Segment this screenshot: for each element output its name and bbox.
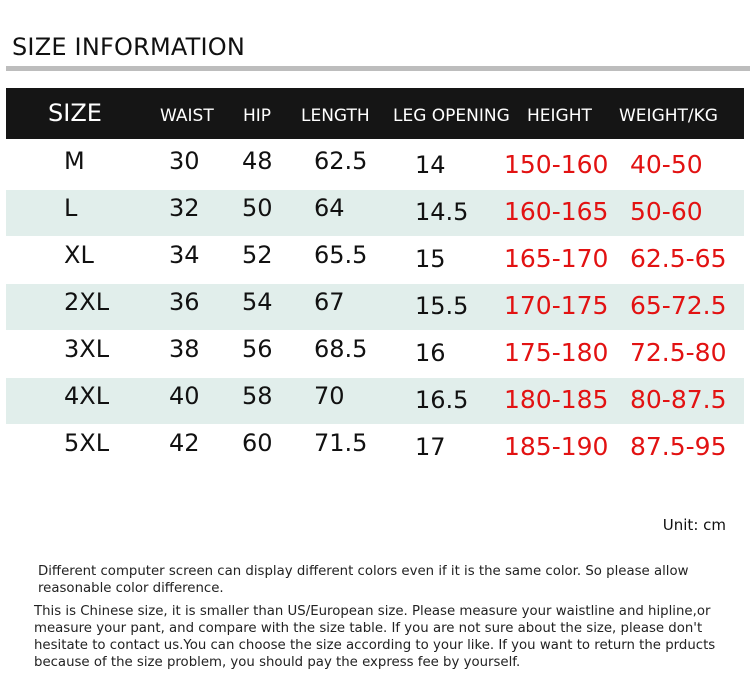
unit-label: Unit: cm	[662, 516, 726, 534]
cell-size: 5XL	[64, 429, 110, 457]
cell-height: 165-170	[504, 244, 609, 273]
cell-size: 3XL	[64, 335, 110, 363]
title-divider	[6, 66, 750, 71]
cell-length: 67	[314, 288, 345, 316]
cell-hip: 56	[242, 335, 273, 363]
cell-waist: 40	[169, 382, 200, 410]
cell-leg-opening: 14.5	[415, 198, 469, 226]
cell-weight: 40-50	[630, 150, 703, 179]
table-header	[6, 88, 744, 139]
cell-size: XL	[64, 241, 94, 269]
header-height: HEIGHT	[527, 106, 592, 126]
cell-weight: 80-87.5	[630, 385, 727, 414]
cell-leg-opening: 15.5	[415, 292, 469, 320]
cell-height: 185-190	[504, 432, 609, 461]
cell-hip: 60	[242, 429, 273, 457]
cell-length: 68.5	[314, 335, 368, 363]
table-row	[6, 284, 744, 330]
cell-waist: 38	[169, 335, 200, 363]
header-length: LENGTH	[301, 106, 370, 126]
cell-waist: 34	[169, 241, 200, 269]
cell-height: 160-165	[504, 197, 609, 226]
cell-hip: 48	[242, 147, 273, 175]
cell-weight: 62.5-65	[630, 244, 727, 273]
cell-weight: 50-60	[630, 197, 703, 226]
cell-leg-opening: 15	[415, 245, 446, 273]
page-title: SIZE INFORMATION	[12, 33, 245, 61]
cell-waist: 36	[169, 288, 200, 316]
header-weight: WEIGHT/KG	[619, 106, 718, 126]
cell-height: 180-185	[504, 385, 609, 414]
cell-size: L	[64, 194, 78, 222]
size-advice-note: This is Chinese size, it is smaller than US/European size. Please measure your waistline and hipline,or measure your pant, and compare with the size table. If you are not sure about the size, please don't hesitate to contact us.You can choose the size according to your like. If you want to return the prducts because of the size problem, you should pay the express fee by yourself.	[34, 604, 716, 670]
cell-hip: 52	[242, 241, 273, 269]
cell-size: 2XL	[64, 288, 110, 316]
table-row	[6, 331, 744, 377]
cell-height: 150-160	[504, 150, 609, 179]
cell-leg-opening: 16	[415, 339, 446, 367]
table-row	[6, 425, 744, 471]
cell-hip: 58	[242, 382, 273, 410]
cell-waist: 32	[169, 194, 200, 222]
cell-length: 64	[314, 194, 345, 222]
cell-waist: 42	[169, 429, 200, 457]
cell-weight: 87.5-95	[630, 432, 727, 461]
header-size: SIZE	[48, 99, 102, 127]
cell-size: 4XL	[64, 382, 110, 410]
cell-leg-opening: 16.5	[415, 386, 469, 414]
header-hip: HIP	[243, 106, 272, 126]
color-difference-note: Different computer screen can display different colors even if it is the same color. So please allow reasonable color difference.	[38, 564, 689, 596]
cell-length: 62.5	[314, 147, 368, 175]
header-waist: WAIST	[160, 106, 214, 126]
table-row	[6, 190, 744, 236]
cell-leg-opening: 14	[415, 151, 446, 179]
table-row	[6, 378, 744, 424]
cell-height: 170-175	[504, 291, 609, 320]
cell-weight: 65-72.5	[630, 291, 727, 320]
cell-length: 65.5	[314, 241, 368, 269]
cell-leg-opening: 17	[415, 433, 446, 461]
cell-height: 175-180	[504, 338, 609, 367]
cell-length: 70	[314, 382, 345, 410]
table-row	[6, 237, 744, 283]
cell-weight: 72.5-80	[630, 338, 727, 367]
cell-waist: 30	[169, 147, 200, 175]
cell-hip: 50	[242, 194, 273, 222]
cell-length: 71.5	[314, 429, 368, 457]
header-leg-opening: LEG OPENING	[393, 106, 510, 126]
cell-hip: 54	[242, 288, 273, 316]
table-row	[6, 143, 744, 189]
cell-size: M	[64, 147, 85, 175]
